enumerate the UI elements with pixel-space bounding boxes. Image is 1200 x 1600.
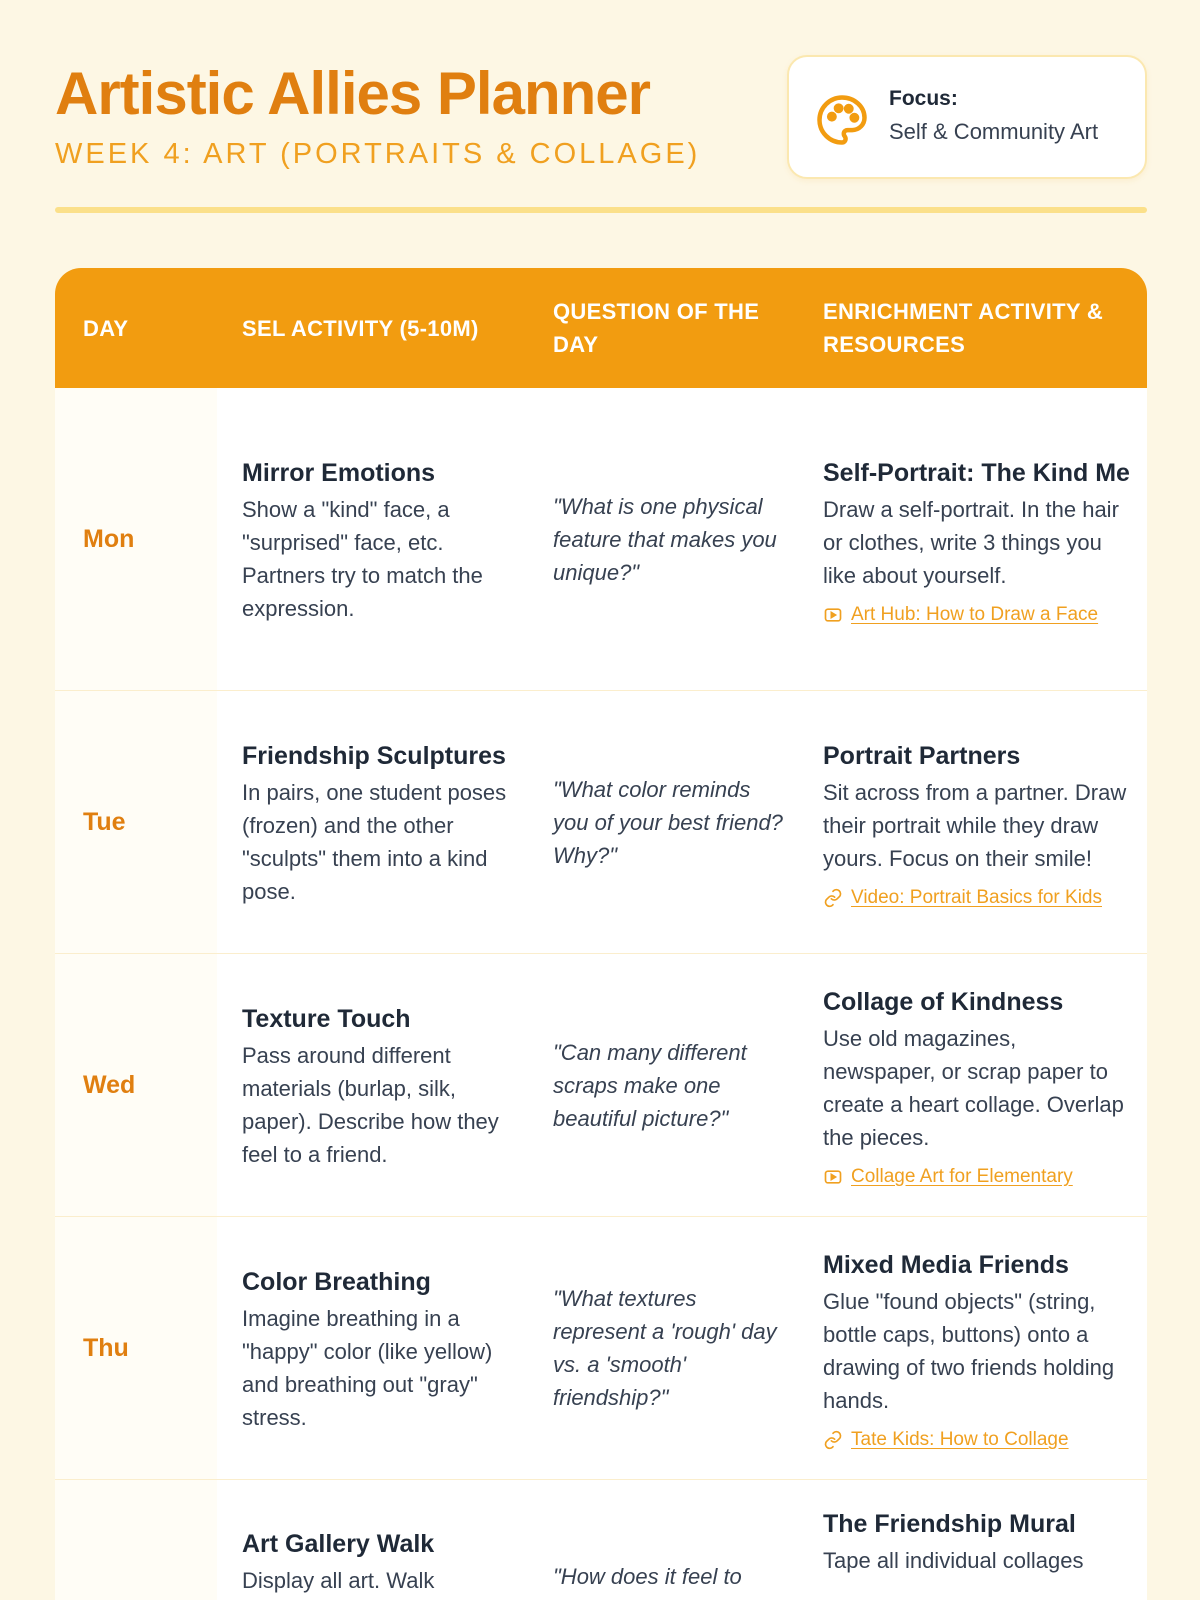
- resource-link-text[interactable]: Tate Kids: How to Collage: [851, 1429, 1069, 1450]
- resource-link-text[interactable]: Art Hub: How to Draw a Face: [851, 603, 1099, 625]
- enrichment-description: Glue "found objects" (string, bottle caps, buttons) onto a drawing of two friends holding hands.: [823, 1289, 1115, 1413]
- page-header: [55, 52, 1147, 177]
- enrichment-description: Use old magazines, newspaper, or scrap paper to create a heart collage. Overlap the pieces.: [823, 1026, 1124, 1150]
- question-text: "Can many different scraps make one beautiful picture?": [553, 1039, 747, 1131]
- video-icon: [823, 605, 843, 625]
- table-row: [55, 1217, 1147, 1480]
- link-icon: [823, 888, 843, 908]
- resource-link[interactable]: [823, 1166, 1133, 1188]
- enrichment-title: Collage of Kindness: [823, 988, 1064, 1016]
- question-cell: [553, 1217, 785, 1479]
- header-day: DAY: [83, 315, 129, 341]
- table-row: [55, 1480, 1147, 1600]
- sel-title: Color Breathing: [242, 1268, 431, 1296]
- day-cell: [55, 388, 217, 690]
- question-cell: [553, 954, 785, 1216]
- day-cell: [55, 1217, 217, 1479]
- sel-title: Mirror Emotions: [242, 459, 436, 487]
- sel-cell: [242, 691, 510, 953]
- link-icon: [823, 1430, 843, 1450]
- enrichment-cell: [823, 388, 1133, 690]
- sel-cell: [242, 1480, 510, 1600]
- sel-cell: [242, 388, 510, 690]
- question-text: "How does it feel to: [553, 1564, 742, 1589]
- enrichment-description: Draw a self-portrait. In the hair or clothes, write 3 things you like about yourself.: [823, 496, 1119, 588]
- sel-description: Display all art. Walk: [242, 1568, 435, 1593]
- question-text: "What color reminds you of your best friend? Why?": [553, 776, 783, 868]
- video-icon: [823, 1167, 843, 1187]
- focus-value: Self & Community Art: [889, 119, 1099, 144]
- palette-icon: [815, 93, 869, 147]
- planner-table: [55, 268, 1147, 1600]
- day-label: Mon: [83, 524, 135, 553]
- enrichment-title: Self-Portrait: The Kind Me: [823, 458, 1130, 487]
- enrichment-title: Mixed Media Friends: [823, 1251, 1069, 1279]
- question-text: "What is one physical feature that makes you unique?": [553, 493, 777, 585]
- sel-description: Pass around different materials (burlap, silk, paper). Describe how they feel to a friend.: [242, 1043, 499, 1167]
- resource-link[interactable]: [823, 604, 1133, 626]
- sel-description: In pairs, one student poses (frozen) and the other "sculpts" them into a kind pose.: [242, 780, 507, 904]
- question-cell: [553, 388, 785, 690]
- focus-card: [787, 55, 1147, 179]
- question-cell: [553, 691, 785, 953]
- enrichment-cell: [823, 1480, 1133, 1600]
- resource-link-text[interactable]: Video: Portrait Basics for Kids: [851, 886, 1102, 908]
- day-cell: [55, 1480, 217, 1600]
- table-row: [55, 691, 1147, 954]
- question-cell: [553, 1480, 785, 1600]
- resource-link[interactable]: [823, 887, 1133, 909]
- day-label: Tue: [83, 807, 126, 836]
- sel-description: Imagine breathing in a "happy" color (like yellow) and breathing out "gray" stress.: [242, 1306, 493, 1430]
- table-row: [55, 388, 1147, 691]
- question-text: "What textures represent a 'rough' day vs. a 'smooth' friendship?": [553, 1286, 777, 1410]
- resource-link[interactable]: [823, 1429, 1133, 1451]
- table-header: [55, 268, 1147, 388]
- day-cell: [55, 954, 217, 1216]
- sel-cell: [242, 954, 510, 1216]
- sel-cell: [242, 1217, 510, 1479]
- enrichment-title: The Friendship Mural: [823, 1510, 1076, 1538]
- resource-link-text[interactable]: Collage Art for Elementary: [851, 1166, 1073, 1187]
- sel-title: Art Gallery Walk: [242, 1530, 435, 1558]
- header-divider: [55, 207, 1147, 213]
- page-subtitle: WEEK 4: ART (PORTRAITS & COLLAGE): [55, 138, 701, 170]
- table-row: [55, 954, 1147, 1217]
- header-enrichment: ENRICHMENT ACTIVITY & RESOURCES: [823, 299, 1104, 357]
- enrichment-title: Portrait Partners: [823, 741, 1021, 770]
- day-label: Thu: [83, 1333, 129, 1362]
- enrichment-cell: [823, 1217, 1133, 1479]
- sel-title: Friendship Sculptures: [242, 742, 506, 770]
- header-question: QUESTION OF THE DAY: [553, 299, 760, 357]
- enrichment-cell: [823, 954, 1133, 1216]
- day-label: Wed: [83, 1070, 136, 1099]
- enrichment-description: Sit across from a partner. Draw their portrait while they draw yours. Focus on their smile!: [823, 779, 1127, 871]
- day-cell: [55, 691, 217, 953]
- focus-label: Focus:: [889, 87, 958, 110]
- enrichment-description: Tape all individual collages: [823, 1548, 1084, 1573]
- page-title: Artistic Allies Planner: [55, 60, 650, 127]
- header-sel-activity: SEL ACTIVITY (5-10M): [242, 315, 479, 341]
- sel-description: Show a "kind" face, a "surprised" face, etc. Partners try to match the expression.: [242, 497, 483, 621]
- sel-title: Texture Touch: [242, 1005, 411, 1033]
- enrichment-cell: [823, 691, 1133, 953]
